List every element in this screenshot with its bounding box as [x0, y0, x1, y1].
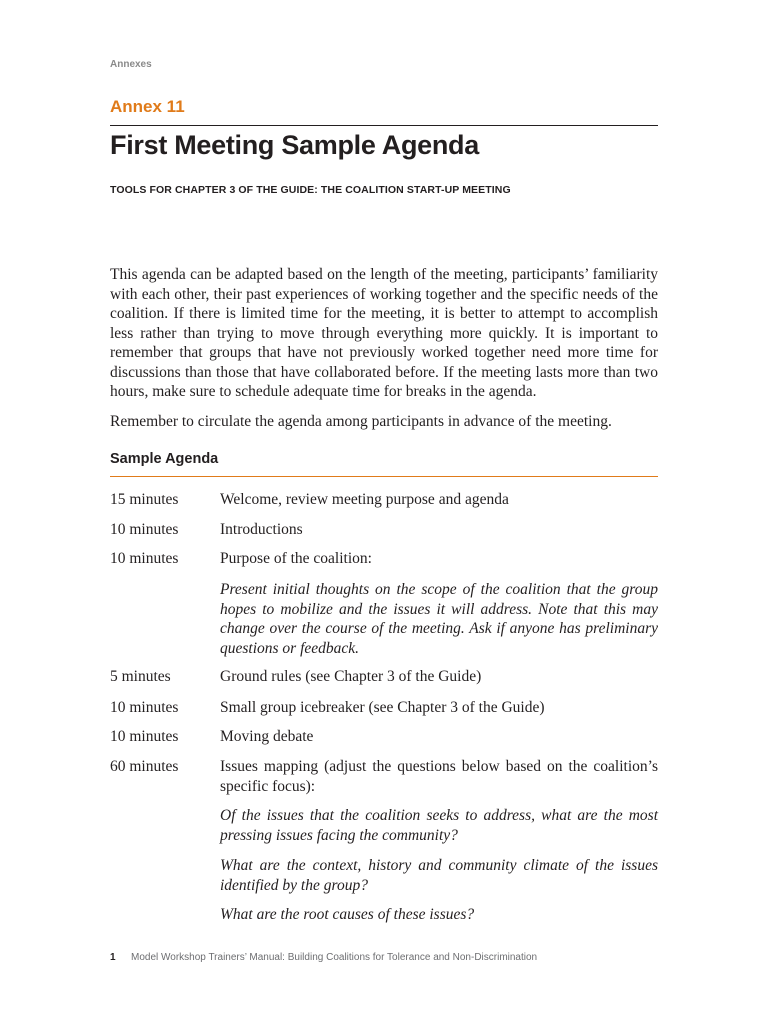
agenda-item: Small group icebreaker (see Chapter 3 of the Guide)	[220, 699, 545, 716]
agenda-note: Present initial thoughts on the scope of the coalition that the group hopes to mobilize and the issues it will address. Note that this may change over the course of the meeting. Ask if anyone has preliminary questions or feedback.	[220, 581, 658, 657]
agenda-time: 5 minutes	[110, 668, 171, 685]
page-number: 1	[110, 952, 116, 963]
agenda-note: Of the issues that the coalition seeks to address, what are the most pressing issues facing the community?	[220, 807, 658, 844]
reminder-paragraph: Remember to circulate the agenda among participants in advance of the meeting.	[110, 413, 612, 430]
intro-paragraph: This agenda can be adapted based on the length of the meeting, participants’ familiarity with each other, their past experiences of working together and the specific needs of the coalition. If there is limited time for the meeting, it is better to attempt to accomplish less rather than trying to move through everything more quickly. It is important to remember that groups that have not previously worked together need more time for discussions than those that have collaborated before. If the meeting lasts more than two hours, make sure to schedule adequate time for breaks in the agenda.	[110, 266, 658, 400]
agenda-time: 10 minutes	[110, 521, 179, 538]
section-heading: Sample Agenda	[110, 451, 219, 467]
page-title: First Meeting Sample Agenda	[110, 130, 479, 160]
agenda-item: Ground rules (see Chapter 3 of the Guide)	[220, 668, 482, 685]
agenda-item: Moving debate	[220, 728, 314, 745]
agenda-item: Welcome, review meeting purpose and agenda	[220, 491, 509, 508]
agenda-note: What are the root causes of these issues?	[220, 906, 475, 923]
agenda-item: Issues mapping (adjust the questions below based on the coalition’s specific focus):	[220, 758, 658, 795]
agenda-time: 60 minutes	[110, 758, 179, 775]
agenda-time: 10 minutes	[110, 550, 179, 567]
subtitle: TOOLS FOR CHAPTER 3 OF THE GUIDE: THE COALITION START-UP MEETING	[110, 184, 511, 196]
agenda-item: Purpose of the coalition:	[220, 550, 372, 567]
annex-label: Annex 11	[110, 97, 185, 116]
agenda-time: 15 minutes	[110, 491, 179, 508]
agenda-note: What are the context, history and community climate of the issues identified by the group?	[220, 857, 658, 894]
agenda-item: Introductions	[220, 521, 303, 538]
agenda-list	[110, 0, 658, 1024]
agenda-time: 10 minutes	[110, 699, 179, 716]
running-head: Annexes	[110, 59, 152, 70]
agenda-time: 10 minutes	[110, 728, 179, 745]
footer-title: Model Workshop Trainers’ Manual: Building Coalitions for Tolerance and Non-Discrimination	[131, 952, 538, 963]
